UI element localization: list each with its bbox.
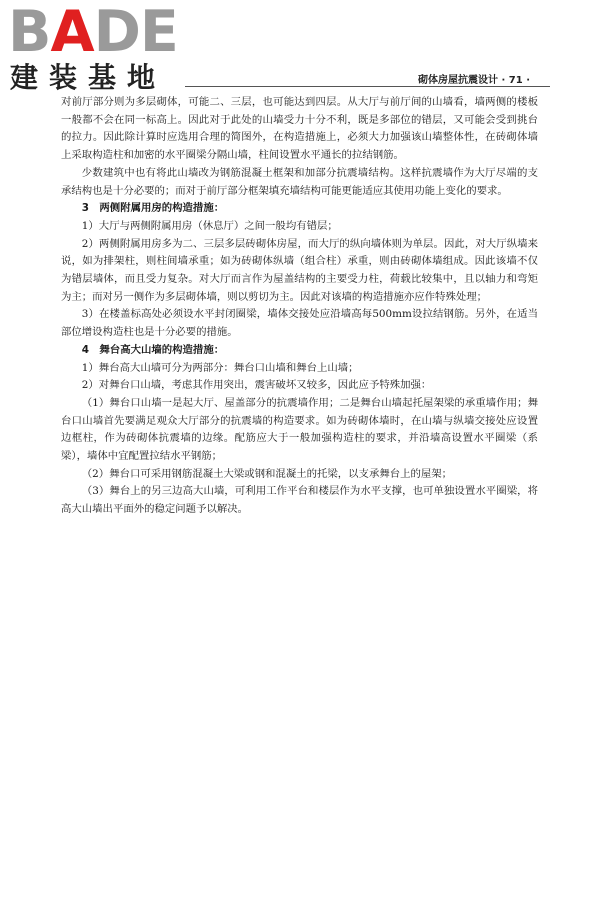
section-heading: 4 舞台高大山墙的构造措施： (81, 343, 225, 356)
brand-logo-wordmark: BADE (8, 0, 178, 65)
running-header-title: 砌体房屋抗震设计 · 71 · (414, 71, 530, 86)
list-item: 1）舞台高大山墙可分为两部分：舞台口山墙和舞台上山墙； (81, 361, 359, 374)
list-item: 2）两侧附属用房多为二、三层多层砖砌体房屋，而大厅的纵向墙体则为单层。因此，对大厅纵墙来说，如为排架柱，则柱间墙承重；如为砖砌体纵墙（组合柱）承重，则由砖砌体墙组成。因此该墙不仅为错层墙体，而且受力复杂。对大厅而言作为屋盖结构的主要受力柱，荷载比较集中，且以轴力和弯矩为主；而对另一侧作为多层砌体墙，则以剪切为主。因此对该墙的构造措施亦应作特殊处理； (61, 237, 538, 303)
body-text (61, 94, 538, 519)
brand-logo-subtitle: 建装基地 (10, 61, 167, 94)
paragraph: 少数建筑中也有将此山墙改为钢筋混凝土框架和加部分抗震墙结构。这样抗震墙作为大厅尽端的支承结构也是十分必要的；而对于前厅部分框架填充墙结构可能更能适应其使用功能上变化的要求。 (61, 166, 538, 197)
list-item: 3）在楼盖标高处必须设水平封闭圈梁，墙体交接处应沿墙高每500mm设拉结钢筋。另外，在适当部位增设构造柱也是十分必要的措施。 (61, 308, 538, 339)
running-header (185, 72, 550, 87)
sub-list-item: （3）舞台上的另三边高大山墙，可利用工作平台和楼层作为水平支撑，也可单独设置水平圈梁，将高大山墙出平面外的稳定问题予以解决。 (61, 485, 538, 516)
brand-logo-accent-letter: A (50, 0, 94, 65)
list-item: 1）大厅与两侧附属用房（休息厅）之间一般均有错层； (81, 219, 338, 232)
list-item: 2）对舞台口山墙，考虑其作用突出，震害破坏又较多，因此应予特殊加强： (81, 379, 432, 392)
paragraph: 对前厅部分则为多层砌体，可能二、三层，也可能达到四层。从大厅与前厅间的山墙看，墙两侧的楼板一般都不会在同一标高上。因此对于此处的山墙受力十分不利，既是多部位的错层，又可能会受到挑台的拉力。因此除计算时应选用合理的简图外，在构造措施上，必须大力加强该山墙整体性，在砖砌体墙上采取构造柱和加密的水平圈梁分隔山墙，柱间设置水平通长的拉结钢筋。 (61, 96, 538, 162)
brand-logo (8, 2, 183, 94)
section-heading: 3 两侧附属用房的构造措施： (81, 202, 225, 215)
sub-list-item: （1）舞台口山墙一是起大厅、屋盖部分的抗震墙作用；二是舞台山墙起托屋架梁的承重墙作用；舞台口山墙首先要满足观众大厅部分的抗震墙的构造要求。如为砖砌体墙时，在山墙与纵墙交接处应设置边框柱，作为砖砌体抗震墙的边缘。配筋应大于一般加强构造柱的要求，并沿墙高设置水平圈梁（系梁），墙体中宜配置拉结水平钢筋； (61, 396, 538, 463)
sub-list-item: （2）舞台口可采用钢筋混凝土大梁或钢和混凝土的托梁，以支承舞台上的屋架； (81, 467, 453, 480)
